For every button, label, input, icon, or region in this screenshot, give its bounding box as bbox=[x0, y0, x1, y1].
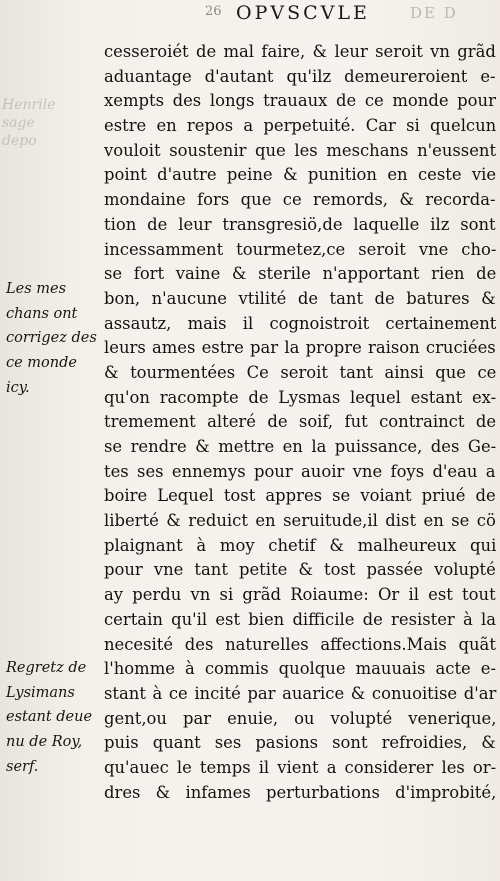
text-line: puis quant ses pasions sont refroidies, & bbox=[104, 733, 496, 753]
text-line: tremement alteré de soif, fut contrainct de bbox=[104, 412, 497, 432]
margin-note-wicked bbox=[6, 277, 106, 400]
margin-note-line: Lysimans bbox=[6, 684, 75, 701]
text-line: point d'autre peine & punition en ceste vie bbox=[104, 165, 497, 185]
text-line: dres & infames perturbations d'improbité, bbox=[104, 782, 497, 802]
margin-note-line: Regretz de bbox=[6, 660, 87, 676]
text-line: pour vne tant petite & tost passée volupté bbox=[104, 560, 496, 580]
margin-note-line: ce monde bbox=[6, 355, 77, 372]
text-line: estre en repos a perpetuité. Car si quelcun bbox=[104, 116, 497, 136]
text-line: l'homme à commis quolque mauuais acte e- bbox=[104, 659, 497, 679]
main-text-block bbox=[104, 40, 496, 805]
margin-note-line: nu de Roy, bbox=[6, 734, 83, 751]
bleed-through-left bbox=[2, 96, 62, 150]
bleed-line: sage depo bbox=[2, 115, 37, 149]
text-line: liberté & reduict en seruitude,il dist en se cö bbox=[104, 511, 496, 531]
text-line: xempts des longs trauaux de ce monde pour bbox=[104, 91, 496, 111]
margin-note-line: serf. bbox=[6, 758, 39, 775]
text-line: boire Lequel tost appres se voiant priué de bbox=[104, 486, 496, 506]
margin-note-line: Les mes bbox=[6, 281, 67, 297]
text-line: plaignant à moy chetif & malheureux qui bbox=[104, 535, 497, 555]
text-line: ay perdu vn si grãd Roiaume: Or il est tout bbox=[104, 585, 496, 605]
text-line: stant à ce incité par auarice & conuoitise d'ar bbox=[104, 683, 497, 703]
page-header bbox=[0, 2, 500, 26]
text-line: & tourmentées Ce seroit tant ainsi que ce bbox=[104, 362, 497, 382]
bleed-through-header: DE D bbox=[410, 4, 458, 22]
text-line: necesité des naturelles affections.Mais quãt bbox=[104, 634, 496, 654]
text-line: assautz, mais il cognoistroit certainement bbox=[104, 313, 497, 333]
text-line: tes ses ennemys pour auoir vne foys d'eau a bbox=[104, 461, 496, 481]
bleed-line: Henrile bbox=[2, 97, 56, 113]
margin-note-line: chans ont bbox=[6, 305, 78, 322]
text-line: bon, n'aucune vtilité de tant de batures & bbox=[104, 288, 496, 308]
running-title: OPVSCVLE bbox=[236, 2, 370, 24]
margin-note-lysimachus bbox=[6, 656, 106, 779]
text-line: qu'auec le temps il vient a considerer les or- bbox=[104, 757, 497, 777]
text-line: cesseroiét de mal faire, & leur seroit vn grãd bbox=[104, 42, 496, 61]
text-line: mondaine fors que ce remords, & recorda- bbox=[104, 190, 496, 210]
text-line: leurs ames estre par la propre raison cruciées bbox=[104, 338, 496, 358]
margin-note-line: estant deue bbox=[6, 709, 93, 726]
text-line: certain qu'il est bien difficile de resister à la bbox=[104, 609, 496, 629]
margin-note-line: corrigez des bbox=[6, 330, 97, 347]
text-line: gent,ou par enuie, ou volupté venerique, bbox=[104, 708, 497, 728]
text-line: tion de leur transgresiö,de laquelle ilz sont bbox=[104, 214, 496, 234]
folio-number: 26 bbox=[205, 4, 222, 19]
text-line: incessamment tourmetez,ce seroit vne cho- bbox=[104, 239, 497, 259]
text-line: se rendre & mettre en la puissance, des Ge- bbox=[104, 437, 497, 456]
text-line: aduantage d'autant qu'ilz demeureroient e- bbox=[104, 66, 496, 86]
margin-note-line: icy. bbox=[6, 379, 30, 396]
text-line: qu'on racompte de Lysmas lequel estant ex- bbox=[104, 387, 497, 407]
text-line: se fort vaine & sterile n'apportant rien de bbox=[104, 264, 497, 284]
text-line: vouloit soustenir que les meschans n'eussent bbox=[104, 140, 497, 160]
